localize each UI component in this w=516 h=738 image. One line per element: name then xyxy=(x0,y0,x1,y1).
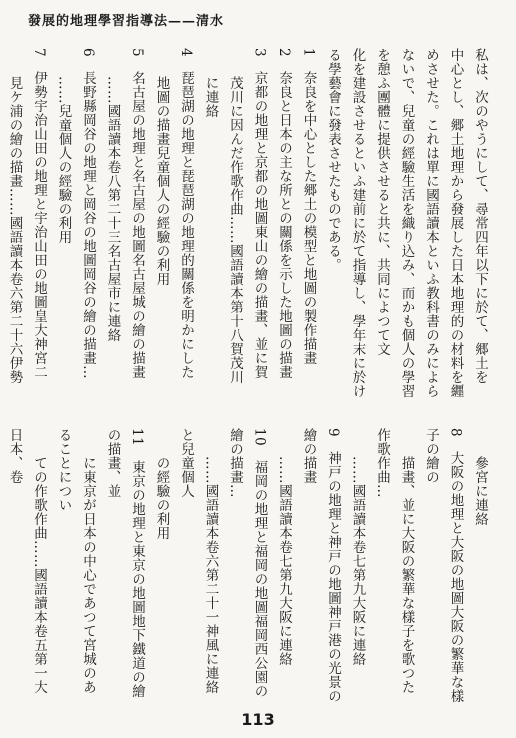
text-line: 私は、次のやうにして、尋常四年以下に於て、郷土を xyxy=(472,48,488,384)
text-line: 3 京都の地理と京都の地圖東山の繪の描畫、並に賀 xyxy=(251,48,268,380)
text-line: 地圖の描畫兒童個人の經驗の利用 xyxy=(153,48,170,286)
text-line: 8 大阪の地理と大阪の地圖大阪の繁華な樣子の繪の xyxy=(423,428,464,704)
text-line: 見ケ浦の繪の描畫……國語讀本卷六第二十六伊勢 xyxy=(6,48,23,384)
text-line: ての作歌作曲……國語讀本卷五第一大日本、卷 xyxy=(6,428,47,694)
text-line: 茂川に因んだ作歌作曲……國語讀本第十八賀茂川 xyxy=(227,48,243,384)
text-line: 5 名古屋の地理と名古屋の地圖名古屋城の繪の描畫 xyxy=(129,48,145,380)
text-line: に連絡 xyxy=(202,48,219,118)
text-line: ……國語讀本卷七第九大阪に連絡 xyxy=(349,428,366,666)
text-line: 2 奈良と日本の主な所との關係を示した地圖の描畫 xyxy=(276,48,292,380)
text-line: 9 神戸の地理と神戸の地圖神戸港の光景の繪の描畫 xyxy=(300,428,341,704)
text-line: の經驗の利用 xyxy=(153,428,170,540)
text-line: ……國語讀本卷七第九大阪に連絡 xyxy=(276,428,292,666)
text-line: めさせた。これは單に國語讀本といふ教科書のみによら xyxy=(423,48,439,398)
text-line: 參宮に連絡 xyxy=(472,428,488,526)
text-line: に東京が日本の中心であつて宮城のあることについ xyxy=(55,428,96,694)
text-line: 6 長野縣岡谷の地理と岡谷の地圖岡谷の繪の描畫… xyxy=(80,48,96,380)
text-line: ……國語讀本卷六第二十一神風に連絡と兒童個人 xyxy=(178,428,219,694)
text-line: 4 琵琶湖の地理と琵琶湖の地理的關係を明かにした xyxy=(178,48,194,380)
text-line: 中心とし、郷土地理から發展した日本地理的の材料を纒 xyxy=(447,48,464,398)
text-line: 10 福岡の地理と福岡の地圖福岡西公園の繪の描畫… xyxy=(227,428,268,699)
text-line: ……國語讀本卷八第二十三名古屋市に連絡 xyxy=(104,48,121,342)
text-line: ……兒童個人の經驗の利用 xyxy=(55,48,72,244)
text-line: 1 奈良を中心とした郷土の模型と地圖の製作描畫 xyxy=(300,48,317,366)
text-line: 11 東京の地理と東京の地圖地下鐵道の繪の描畫、並 xyxy=(104,428,145,699)
running-header: 發展的地理學習指導法——清水 xyxy=(28,14,225,29)
text-line: 描畫、並に大阪の繁華な樣子を歌つた作歌作曲… xyxy=(374,428,415,694)
text-line: を憩ふ團體に提供させると共に、共同によつて文 xyxy=(374,48,390,356)
text-line: ないで、兒童の經驗生活を織り込み、而かも個人の學習 xyxy=(398,48,415,398)
text-line xyxy=(0,428,2,704)
page-number: 113 xyxy=(241,710,275,729)
lower-text-block xyxy=(0,428,492,704)
text-line: る學藝會に發表させたものである。 xyxy=(325,48,341,272)
upper-text-block xyxy=(2,48,492,424)
text-line: 化を建設させるといふ建前に於て指導し、學年末に於け xyxy=(349,48,366,398)
text-line: 7 伊勢宇治山田の地理と宇治山田の地圖皇大神宮二 xyxy=(31,48,47,380)
